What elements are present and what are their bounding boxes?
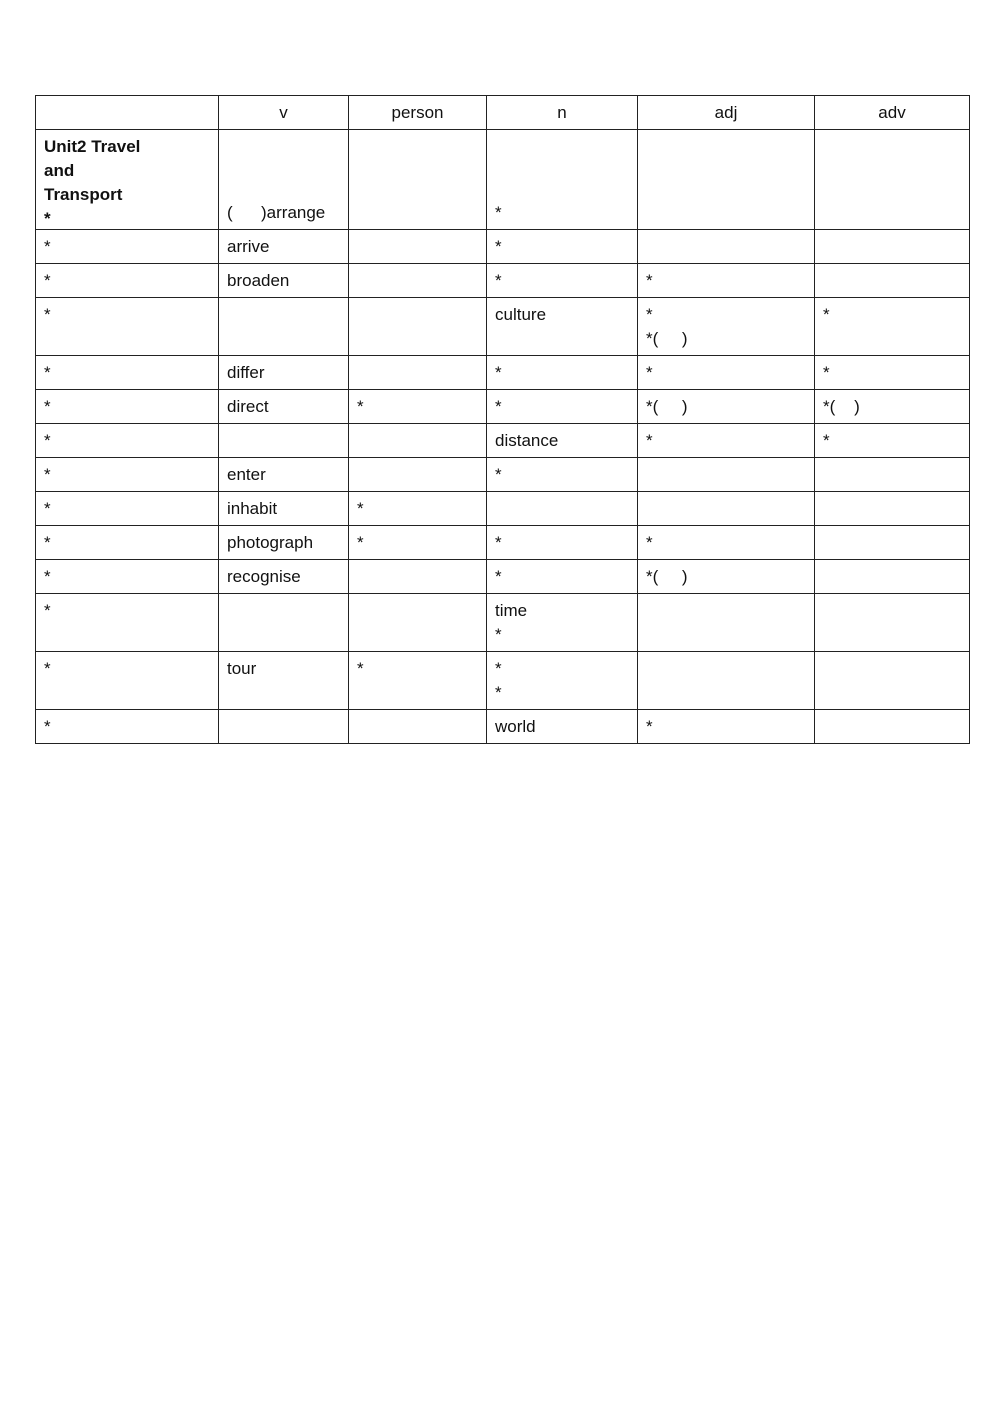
topic-cell [36, 356, 219, 390]
person-cell [349, 594, 487, 652]
adj-cell [638, 560, 815, 594]
table-row [36, 458, 970, 492]
table-row [36, 652, 970, 710]
table-row [36, 230, 970, 264]
person-cell [349, 424, 487, 458]
n-cell [487, 652, 638, 710]
v-entry: ( )arrange [227, 203, 326, 222]
person-cell [349, 130, 487, 230]
adv-cell [815, 560, 970, 594]
n-entry: * [495, 397, 502, 416]
header-cell-adv: adv [815, 96, 970, 130]
table-row [36, 526, 970, 560]
topic-star: * [44, 717, 51, 736]
n-entry: time [495, 601, 528, 620]
adj-entry: * [646, 431, 653, 450]
topic-star: * [44, 533, 51, 552]
adj-cell [638, 458, 815, 492]
n-cell [487, 298, 638, 356]
v-cell [219, 264, 349, 298]
person-cell [349, 710, 487, 744]
adv-cell [815, 390, 970, 424]
v-entry: arrive [227, 237, 270, 256]
v-cell [219, 710, 349, 744]
adv-cell [815, 594, 970, 652]
v-cell [219, 594, 349, 652]
adv-entry: * [823, 305, 830, 324]
person-entry: * [357, 397, 364, 416]
v-entry: broaden [227, 271, 290, 290]
topic-cell [36, 594, 219, 652]
topic-cell [36, 264, 219, 298]
v-cell [219, 230, 349, 264]
topic-star: * [44, 567, 51, 586]
adj-cell [638, 594, 815, 652]
person-entry: * [357, 533, 364, 552]
adv-cell [815, 230, 970, 264]
n-entry: * [495, 625, 502, 644]
n-cell [487, 526, 638, 560]
v-cell [219, 652, 349, 710]
adv-cell [815, 458, 970, 492]
n-entry: distance [495, 431, 559, 450]
adj-entry: * [646, 533, 653, 552]
person-cell [349, 230, 487, 264]
table-body [36, 130, 970, 744]
n-cell [487, 492, 638, 526]
topic-cell [36, 458, 219, 492]
n-cell [487, 264, 638, 298]
v-entry: direct [227, 397, 269, 416]
n-entry: * [495, 683, 502, 702]
adj-entry: *( ) [646, 567, 688, 586]
adj-cell [638, 130, 815, 230]
v-cell [219, 492, 349, 526]
table-row [36, 710, 970, 744]
word-formation-table [35, 95, 970, 744]
topic-star: * [44, 499, 51, 518]
header-cell-person: person [349, 96, 487, 130]
header-cell-v: v [219, 96, 349, 130]
topic-cell [36, 560, 219, 594]
adv-cell [815, 298, 970, 356]
n-entry: * [495, 659, 502, 678]
n-entry: * [495, 465, 502, 484]
table-row [36, 298, 970, 356]
topic-star: * [44, 397, 51, 416]
n-cell [487, 390, 638, 424]
topic-star: * [44, 305, 51, 324]
n-cell [487, 424, 638, 458]
adj-cell [638, 390, 815, 424]
topic-cell [36, 424, 219, 458]
adv-cell [815, 652, 970, 710]
table-row [36, 424, 970, 458]
n-cell [487, 560, 638, 594]
adv-cell [815, 710, 970, 744]
person-cell [349, 526, 487, 560]
topic-star: * [44, 237, 51, 256]
topic-star: * [44, 431, 51, 450]
v-cell [219, 458, 349, 492]
adv-cell [815, 264, 970, 298]
adj-entry: * [646, 717, 653, 736]
v-entry: enter [227, 465, 266, 484]
n-cell [487, 594, 638, 652]
adj-cell [638, 652, 815, 710]
topic-cell [36, 298, 219, 356]
topic-cell [36, 130, 219, 230]
topic-star: * [44, 601, 51, 620]
table-row [36, 356, 970, 390]
person-cell [349, 652, 487, 710]
n-entry: * [495, 533, 502, 552]
topic-star: * [44, 271, 51, 290]
person-cell [349, 264, 487, 298]
topic-star: * [44, 659, 51, 678]
v-entry: differ [227, 363, 265, 382]
v-entry: inhabit [227, 499, 278, 518]
person-cell [349, 356, 487, 390]
table-row [36, 492, 970, 526]
n-entry: * [495, 567, 502, 586]
v-cell [219, 560, 349, 594]
header-cell-adj: adj [638, 96, 815, 130]
person-cell [349, 458, 487, 492]
table-row [36, 594, 970, 652]
person-entry: * [357, 499, 364, 518]
person-cell [349, 492, 487, 526]
header-cell-n: n [487, 96, 638, 130]
adj-entry: *( ) [646, 397, 688, 416]
adv-cell [815, 130, 970, 230]
topic-cell [36, 652, 219, 710]
table-row [36, 560, 970, 594]
n-cell [487, 458, 638, 492]
n-entry: world [495, 717, 536, 736]
n-entry: * [495, 203, 502, 222]
topic-cell [36, 390, 219, 424]
adv-entry: *( ) [823, 397, 860, 416]
person-cell [349, 390, 487, 424]
n-entry: * [495, 363, 502, 382]
adj-cell [638, 298, 815, 356]
n-entry: * [495, 237, 502, 256]
adv-cell [815, 356, 970, 390]
adj-cell [638, 424, 815, 458]
v-cell [219, 130, 349, 230]
n-cell [487, 356, 638, 390]
adj-cell [638, 264, 815, 298]
person-cell [349, 298, 487, 356]
topic-cell [36, 492, 219, 526]
adv-cell [815, 492, 970, 526]
adj-cell [638, 710, 815, 744]
adv-entry: * [823, 363, 830, 382]
v-cell [219, 356, 349, 390]
adv-cell [815, 526, 970, 560]
n-entry: * [495, 271, 502, 290]
adv-entry: * [823, 431, 830, 450]
n-cell [487, 710, 638, 744]
person-cell [349, 560, 487, 594]
adj-entry: * [646, 363, 653, 382]
adj-entry: *( ) [646, 329, 688, 348]
unit-title: Unit2 Travel and Transport [44, 137, 141, 204]
topic-star: * [44, 465, 51, 484]
adj-cell [638, 526, 815, 560]
n-cell [487, 130, 638, 230]
adj-cell [638, 492, 815, 526]
v-cell [219, 390, 349, 424]
table-row [36, 130, 970, 230]
v-cell [219, 526, 349, 560]
n-entry: culture [495, 305, 547, 324]
adv-cell [815, 424, 970, 458]
v-entry: tour [227, 659, 257, 678]
v-cell [219, 298, 349, 356]
header-row [36, 96, 970, 130]
adj-cell [638, 230, 815, 264]
v-cell [219, 424, 349, 458]
topic-star: * [44, 363, 51, 382]
person-entry: * [357, 659, 364, 678]
v-entry: photograph [227, 533, 314, 552]
header-cell-topic [36, 96, 219, 130]
v-entry: recognise [227, 567, 301, 586]
adj-cell [638, 356, 815, 390]
adj-entry: * [646, 305, 653, 324]
n-cell [487, 230, 638, 264]
topic-star: * [44, 209, 51, 228]
topic-cell [36, 230, 219, 264]
topic-cell [36, 526, 219, 560]
table-row [36, 390, 970, 424]
table-row [36, 264, 970, 298]
adj-entry: * [646, 271, 653, 290]
topic-cell [36, 710, 219, 744]
